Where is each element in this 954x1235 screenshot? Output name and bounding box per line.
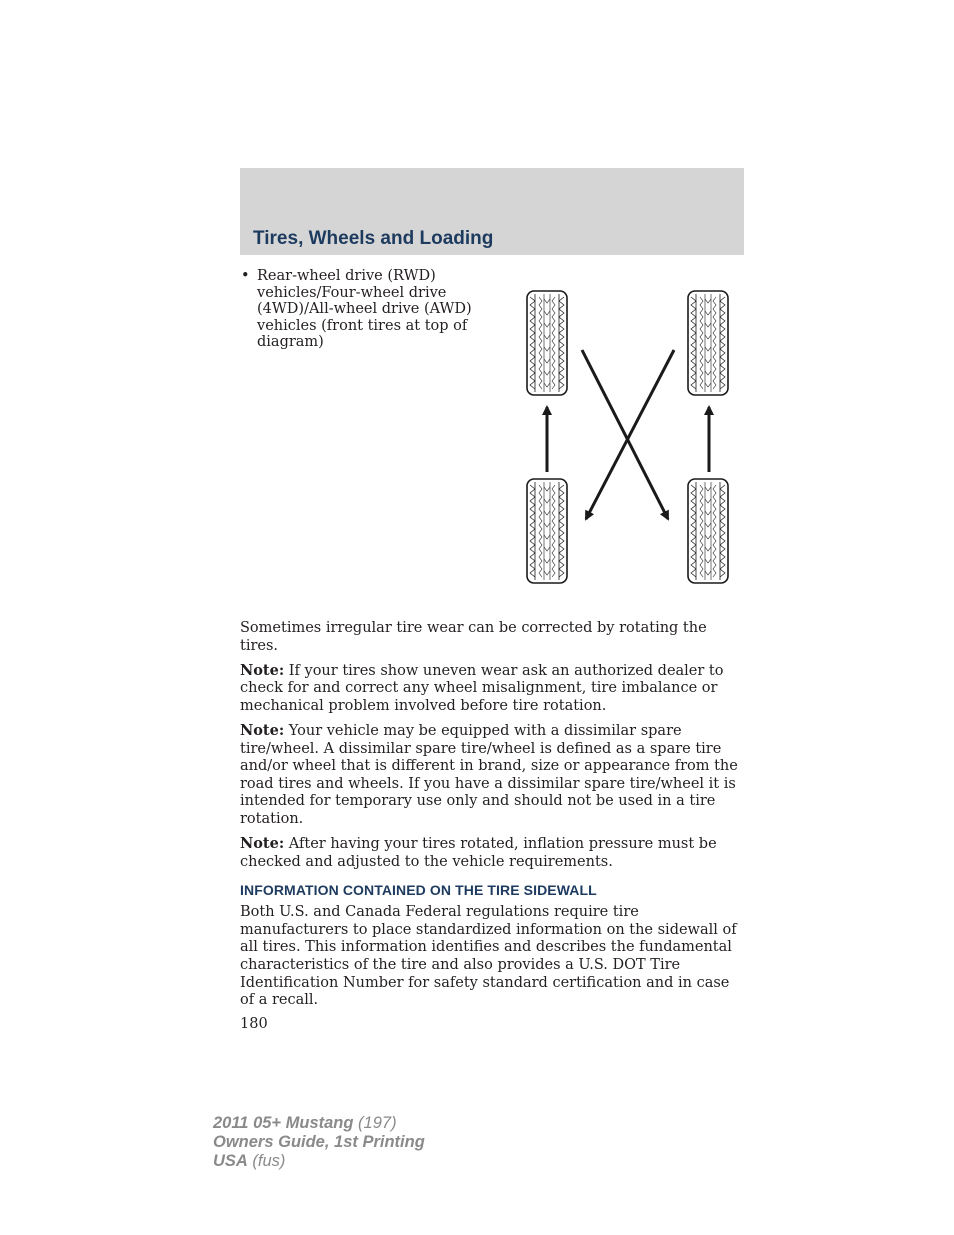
tire-rear-right-icon (688, 479, 728, 583)
footer-region: USA (213, 1152, 248, 1170)
note-paragraph-alignment (240, 662, 746, 716)
bullet-line: vehicles/Four-wheel drive (257, 284, 447, 301)
note-label: Note: (240, 721, 285, 739)
note-label: Note: (240, 661, 285, 679)
page-number: 180 (240, 1016, 268, 1033)
sidewall-paragraph: Both U.S. and Canada Federal regulations require tire manufacturers to place standardized information on the sidewall of all tires. This information identifies and describes the fundamental characteristics of the tire and also provides a U.S. DOT Tire Identification Number for safety standard certification and in case of a recall. (240, 904, 737, 1009)
footer-model: 2011 05+ Mustang (213, 1114, 354, 1132)
section-title: Tires, Wheels and Loading (253, 228, 494, 249)
footer-line-model (213, 1114, 425, 1133)
bullet-line: diagram) (257, 334, 324, 350)
tire-front-left-icon (527, 291, 567, 395)
tire-front-right-icon (688, 291, 728, 395)
bullet-line: (4WD)/All-wheel drive (AWD) (257, 301, 472, 317)
footer-line-guide (213, 1133, 425, 1152)
intro-paragraph: Sometimes irregular tire wear can be corrected by rotating the tires. (240, 620, 707, 654)
footer-guide: Owners Guide, 1st Printing (213, 1133, 425, 1151)
body-text (240, 620, 746, 1040)
note-text: Your vehicle may be equipped with a dissimilar spare tire/wheel. A dissimilar spare tire/wheel is defined as a spare tire and/or wheel that is different in brand, size or appearance from the road tires and wheels. If you have a dissimilar spare tire/wheel it is intended for temporary use only and should not be used in a tire rotation. (240, 722, 738, 827)
bullet-marker: • (241, 268, 250, 284)
footer-model-code: (197) (353, 1114, 397, 1132)
bullet-text (257, 268, 481, 351)
note-paragraph-dissimilar-spare (240, 722, 746, 829)
document-footer (213, 1114, 425, 1171)
tire-rear-left-icon (527, 479, 567, 583)
tire-rotation-diagram (520, 285, 735, 590)
arrow-front-right-to-rear-left (586, 350, 674, 519)
arrow-front-left-to-rear-right (582, 350, 668, 519)
note-text: If your tires show uneven wear ask an authorized dealer to check for and correct any wheel misalignment, tire imbalance or mechanical problem involved before tire rotation. (240, 662, 724, 714)
note-text: After having your tires rotated, inflation pressure must be checked and adjusted to the vehicle requirements. (240, 836, 717, 870)
note-label: Note: (240, 835, 285, 853)
bullet-line: vehicles (front tires at top of (257, 317, 468, 334)
bullet-item-rwd (241, 268, 481, 351)
sidewall-heading: INFORMATION CONTAINED ON THE TIRE SIDEWALL (240, 882, 597, 899)
note-paragraph-inflation (240, 835, 746, 871)
bullet-line: Rear-wheel drive (RWD) (257, 268, 436, 284)
footer-line-region (213, 1152, 425, 1171)
footer-region-code: (fus) (247, 1152, 286, 1170)
